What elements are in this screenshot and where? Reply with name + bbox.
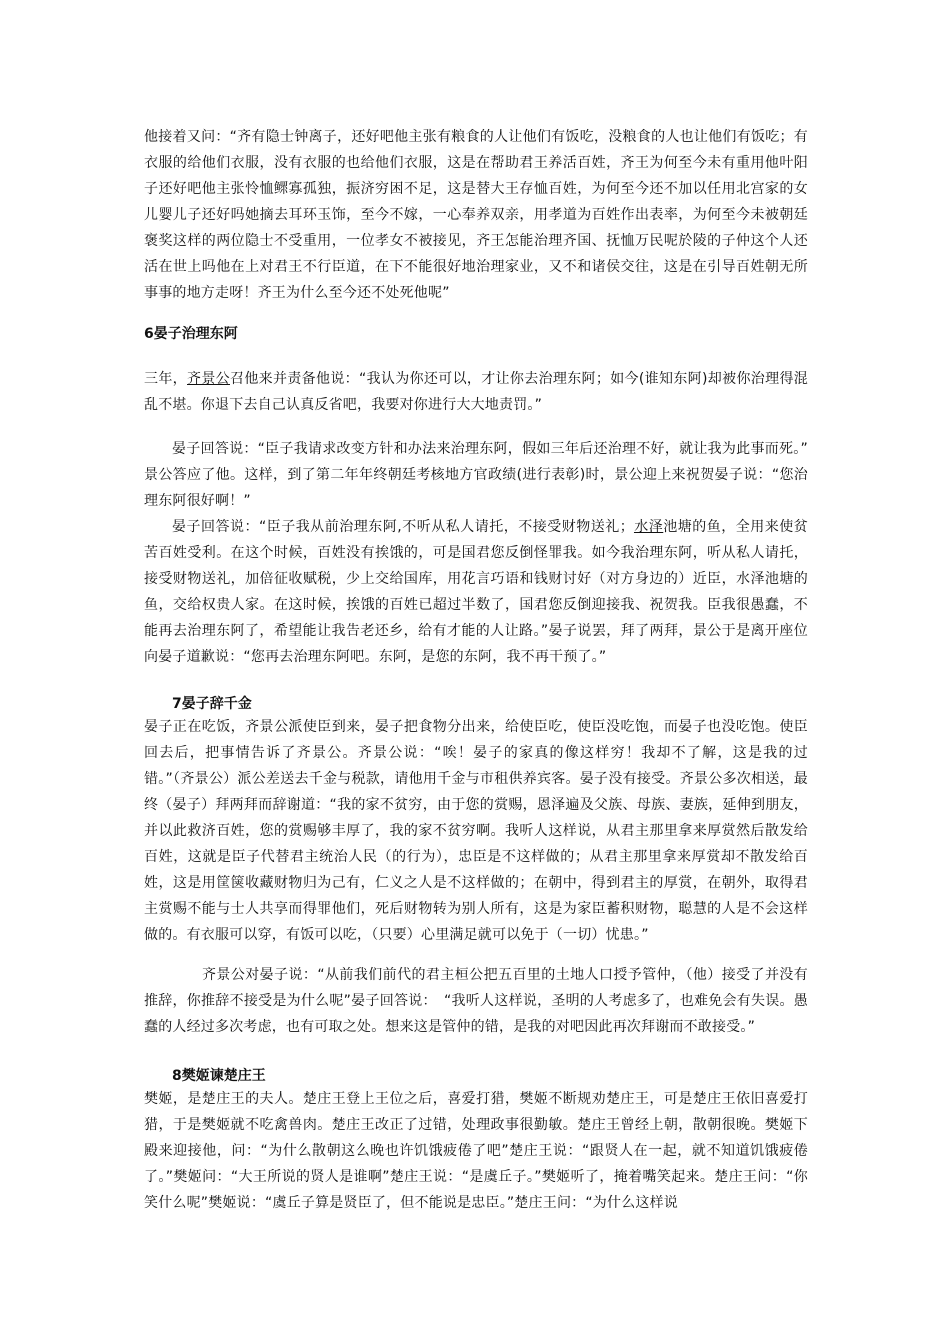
section-heading-8: 8樊姬谏楚庄王 — [172, 1068, 266, 1084]
paragraph-duke-asks: 齐景公对晏子说：“从前我们前代的君主桓公把五百里的土地人口授予管仲，（他）接受了并没有推辞，你推辞不接受是为什么呢”晏子回答说： “我听人这样说，圣明的人考虑多了，也难免会有失误。愚蠢的人经过多次考虑，也有可取之处。想来这是管仲的错，是我的对吧因此再次拜谢而不敢接受。” — [144, 967, 808, 1035]
paragraph-duke-rebuke — [144, 366, 808, 418]
section-heading-7: 7晏子辞千金 — [172, 696, 252, 712]
paragraph-fanji: 樊姬，是楚庄王的夫人。楚庄王登上王位之后，喜爱打猎，樊姬不断规劝楚庄王，可是楚庄王依旧喜爱打猎，于是樊姬就不吃禽兽肉。楚庄王改正了过错，处理政事很勤敏。楚庄王曾经上朝，散朝很晚。樊姬下殿来迎接他，问：“为什么散朝这么晚也许饥饿疲倦了吧”楚庄王说：“跟贤人在一起，就不知道饥饿疲倦了。”樊姬问：“大王所说的贤人是谁啊”楚庄王说：“是虞丘子。”樊姬听了，掩着嘴笑起来。楚庄王问：“你笑什么呢”樊姬说：“虞丘子算是贤臣了，但不能说是忠臣。”楚庄王问：“为什么这样说 — [144, 1091, 808, 1211]
text-segment: 晏子回答说：“臣子我从前治理东阿,不听从私人请托，不接受财物送礼； — [172, 519, 634, 535]
text-segment: 召他来并责备他说：“我认为你还可以，才让你去治理东阿；如今(谁知东阿)却被你治理得混乱不堪。你退下去自己认真反省吧，我要对你进行大大地责罚。” — [144, 371, 808, 413]
text-segment: 三年， — [144, 371, 187, 387]
underlined-term: 水泽 — [633, 519, 664, 535]
paragraph-recluse-question: 他接着又问：“齐有隐士钟离子，还好吧他主张有粮食的人让他们有饭吃，没粮食的人也让他们有饭吃；有衣服的给他们衣服，没有衣服的也给他们衣服，这是在帮助君王养活百姓，齐王为何至今未有重用他叶阳子还好吧他主张怜恤鳏寡孤独，振济穷困不足，这是替大王存恤百姓，为何至今还不加以任用北宫家的女儿婴儿子还好吗她摘去耳环玉饰，至今不嫁，一心奉养双亲，用孝道为百姓作出表率，为何至今未被朝廷褒奖这样的两位隐士不受重用，一位孝女不被接见，齐王怎能治理齐国、抚恤万民呢於陵的子仲这个人还活在世上吗他在上对君王不行臣道，在下不能很好地治理家业，又不和诸侯交往，这是在引导百姓朝无所事事的地方走呀！齐王为什么至今还不处死他呢” — [144, 129, 808, 301]
paragraph-declines-gold: 晏子正在吃饭，齐景公派使臣到来，晏子把食物分出来，给使臣吃，使臣没吃饱，而晏子也没吃饱。使臣回去后，把事情告诉了齐景公。齐景公说：“唉！晏子的家真的像这样穷！我却不了解，这是我的过错。”（齐景公）派公差送去千金与税款，请他用千金与市租供养宾客。晏子没有接受。齐景公多次相送，最终（晏子）拜两拜而辞谢道：“我的家不贫穷，由于您的赏赐，恩泽遍及父族、母族、妻族，延伸到朋友，并以此救济百姓，您的赏赐够丰厚了，我的家不贫穷啊。我听人这样说，从君主那里拿来厚赏然后散发给百姓，这就是臣子代替君主统治人民（的行为），忠臣是不这样做的；从君主那里拿来厚赏却不散发给百姓，这是用筐箧收藏财物归为己有，仁义之人是不这样做的；在朝中，得到君主的厚赏，在朝外，取得君主赏赐不能与士人共享而得罪他们，死后财物转为别人所有，这是为家臣蓄积财物，聪慧的人是不会这样做的。有衣服可以穿，有饭可以吃，（只要）心里满足就可以免于（一切）忧患。” — [144, 719, 808, 943]
text-segment: 池塘的鱼，全用来使贫苦百姓受利。在这个时候，百姓没有挨饿的，可是国君您反倒怪罪我。如今我治理东阿，听从私人请托，接受财物送礼，加倍征收赋税，少上交给国库，用花言巧语和钱财讨好（对方身边的）近臣，水泽池塘的鱼，交给权贵人家。在这时候，挨饿的百姓已超过半数了，国君您反倒迎接我、祝贺我。臣我很愚蠢，不能再去治理东阿了，希望能让我告老还乡，给有才能的人让路。”晏子说罢，拜了两拜，景公于是离开座位向晏子道歉说：“您再去治理东阿吧。东阿，是您的东阿，我不再干预了。” — [144, 519, 808, 665]
section-heading-6: 6晏子治理东阿 — [144, 326, 238, 342]
underlined-name: 齐景公 — [187, 371, 230, 387]
paragraph-yanzi-reply-2 — [144, 514, 808, 670]
paragraph-yanzi-reply-1: 晏子回答说：“臣子我请求改变方针和办法来治理东阿，假如三年后还治理不好，就让我为此事而死。” 景公答应了他。这样，到了第二年年终朝廷考核地方官政绩(进行表彰)时，景公迎上来祝贺晏子说：“您治理东阿很好啊！” — [144, 441, 823, 509]
